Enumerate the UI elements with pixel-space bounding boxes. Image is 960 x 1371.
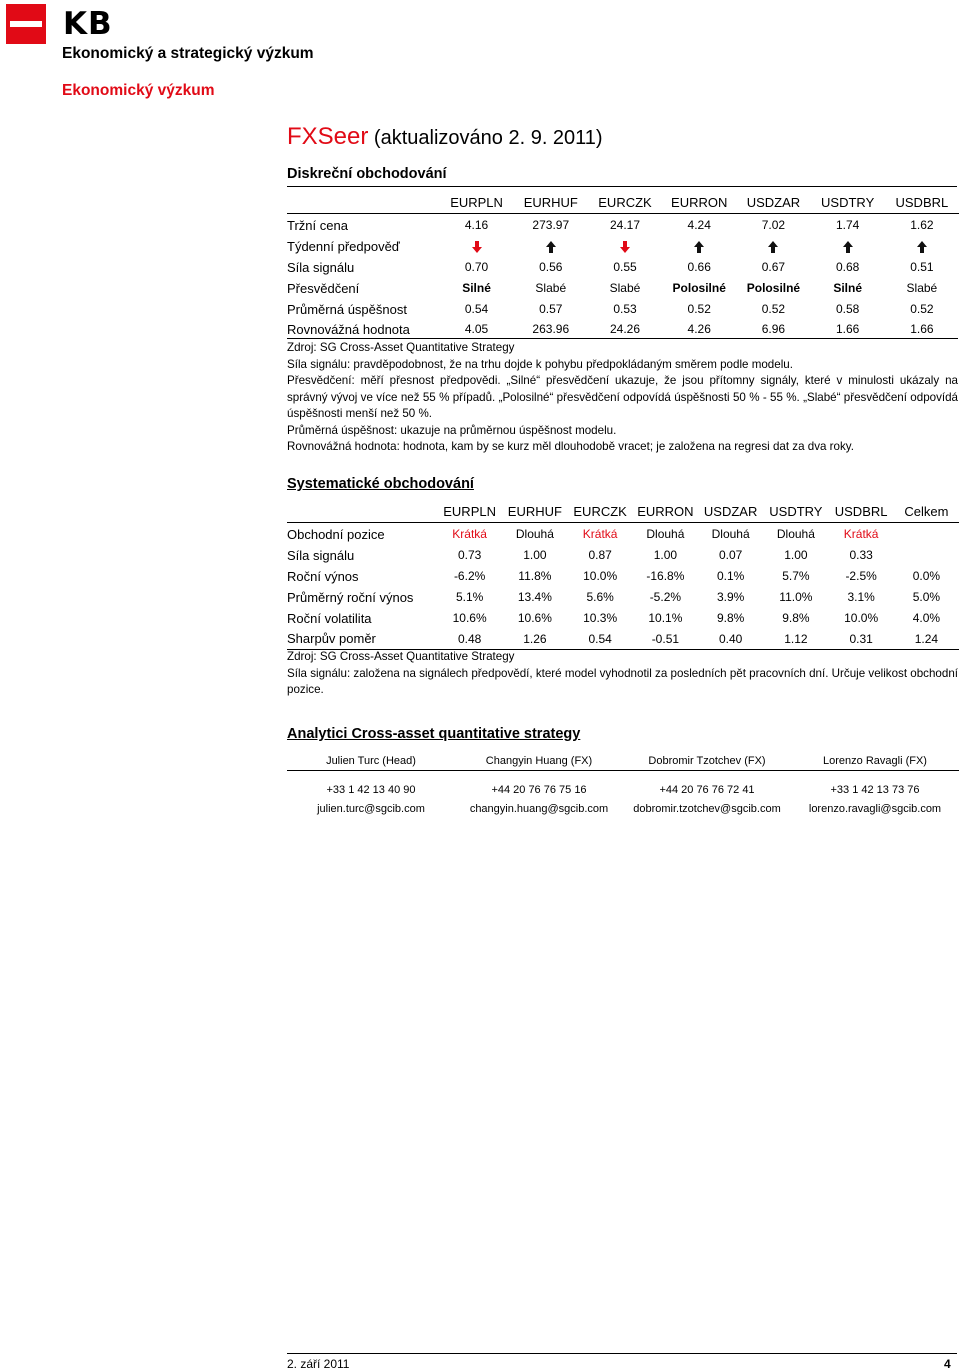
table-cell [439, 236, 513, 257]
table-row [287, 215, 959, 236]
disc-header-corner [287, 192, 439, 213]
table-cell: 4.24 [687, 218, 711, 232]
table-cell: 1.12 [784, 631, 808, 646]
table-cell: 5.6% [586, 590, 614, 604]
table-row [287, 545, 959, 566]
table-cell: -6.2% [453, 569, 486, 583]
table-cell: 0.33 [849, 548, 873, 562]
arrow-up-icon [842, 241, 854, 253]
table-cell: Polosilné [746, 281, 801, 295]
table-row [287, 608, 959, 629]
table-cell [811, 236, 885, 257]
row-label: Roční výnos [287, 568, 359, 584]
table-cell: Dlouhá [776, 527, 815, 541]
analyst-name: Changyin Huang (FX) [485, 754, 593, 767]
table-cell: 3.9% [716, 590, 745, 604]
analysts-table [287, 752, 959, 818]
disc-note-4: Rovnovážná hodnota: hodnota, kam by se kurz měl dlouhodobě vracet; je založena na regresi dat za dva roky. [287, 440, 854, 453]
table-cell [588, 236, 662, 257]
disc-note-3: Průměrná úspěšnost: ukazuje na průměrnou úspěšnost modelu. [287, 423, 617, 437]
table-cell: 10.0% [844, 611, 879, 625]
table-cell: 1.26 [523, 631, 547, 646]
table-cell: 0.52 [910, 302, 934, 316]
sys-col-header: EURHUF [507, 504, 562, 520]
table-cell: 0.55 [613, 260, 637, 274]
arrow-up-icon [545, 241, 557, 253]
table-cell: 4.0% [912, 611, 941, 625]
table-cell [885, 236, 959, 257]
analyst-name: Dobromir Tzotchev (FX) [648, 754, 766, 767]
row-label: Síla signálu [287, 547, 355, 563]
title-brand: FXSeer [287, 123, 369, 150]
table-cell: 24.26 [609, 322, 641, 336]
disc-header-row [287, 192, 959, 213]
disc-col-header: USDBRL [895, 194, 949, 210]
disc-col-header: EURHUF [523, 194, 578, 210]
table-cell: 0.56 [539, 260, 563, 274]
table-cell: 0.58 [835, 302, 860, 316]
disc-col-header: EURPLN [450, 194, 503, 210]
header-line2: Ekonomický výzkum [62, 82, 215, 99]
disc-col-header: USDTRY [821, 194, 875, 210]
sys-source: Zdroj: SG Cross-Asset Quantitative Strategy [287, 650, 515, 663]
table-cell: Silné [833, 281, 862, 295]
table-cell: 9.8% [716, 611, 745, 625]
table-cell: 0.0% [912, 569, 941, 583]
table-cell: 263.96 [532, 322, 570, 336]
table-cell: -0.51 [651, 631, 680, 646]
table-cell: 1.24 [914, 631, 939, 646]
table-cell: Dlouhá [646, 527, 685, 541]
table-cell: 13.4% [517, 590, 552, 604]
table-cell [736, 236, 810, 257]
arrow-down-icon [619, 241, 631, 253]
table-cell: 0.87 [588, 548, 612, 562]
row-label: Tržní cena [287, 217, 348, 233]
table-cell: 5.7% [782, 569, 810, 583]
disc-note-1: Síla signálu: pravděpodobnost, že na trhu dojde k pohybu předpokládaným směrem podle modelu. [287, 357, 793, 371]
table-cell: -16.8% [646, 569, 685, 583]
row-label: Sharpův poměr [287, 631, 376, 647]
table-cell: 1.66 [835, 322, 860, 336]
arrow-up-icon [916, 241, 928, 253]
disc-table-bottom-rule [287, 338, 958, 339]
sys-header-row [287, 502, 959, 522]
table-cell: Krátká [582, 527, 618, 541]
table-cell: 10.3% [583, 611, 618, 625]
arrow-up-icon [767, 241, 779, 253]
disc-notes [287, 340, 958, 456]
table-cell: 11.8% [518, 569, 552, 583]
table-cell: Dlouhá [515, 527, 554, 541]
table-row [287, 236, 959, 257]
table-row [287, 299, 959, 320]
table-cell: 0.40 [718, 631, 743, 646]
table-cell: 273.97 [532, 218, 570, 232]
table-cell: 1.74 [835, 218, 860, 232]
table-row [287, 278, 959, 299]
disc-col-header: USDZAR [746, 194, 801, 210]
table-cell: 10.0% [583, 569, 618, 583]
table-cell: 6.96 [761, 322, 786, 336]
analyst-email[interactable]: lorenzo.ravagli@sgcib.com [808, 802, 942, 815]
table-cell: 1.00 [523, 548, 547, 562]
table-cell: Polosilné [672, 281, 726, 295]
analyst-phone: +33 1 42 13 73 76 [830, 783, 920, 796]
analysts-row-name [287, 752, 959, 770]
table-row [287, 629, 959, 650]
table-cell: Krátká [843, 527, 879, 541]
analyst-phone: +44 20 76 76 75 16 [491, 783, 587, 796]
sys-col-header: EURCZK [573, 504, 627, 520]
table-cell [514, 236, 588, 257]
table-cell: 5.0% [912, 590, 941, 604]
sys-col-header: Celkem [904, 504, 949, 520]
disc-table [287, 192, 959, 339]
analyst-phone: +33 1 42 13 40 90 [326, 783, 416, 796]
table-row [287, 566, 959, 587]
table-row [287, 320, 959, 339]
sys-col-header: USDTRY [769, 504, 823, 520]
table-cell: 4.05 [464, 322, 489, 336]
analysts-row-email [287, 799, 959, 818]
table-cell: 1.62 [910, 218, 934, 232]
footer-date: 2. září 2011 [287, 1357, 350, 1371]
table-cell [662, 236, 736, 257]
sys-table [287, 502, 959, 651]
table-cell: 0.73 [457, 548, 482, 562]
table-cell: 0.51 [910, 260, 934, 274]
table-cell: 0.07 [718, 548, 743, 562]
footer-rule [287, 1353, 957, 1354]
kb-logo-bar [10, 21, 42, 27]
table-cell: 0.52 [761, 302, 786, 316]
page-title [287, 122, 603, 153]
table-cell: 3.1% [847, 590, 875, 604]
arrow-up-icon [693, 241, 705, 253]
analyst-name: Lorenzo Ravagli (FX) [823, 754, 927, 767]
table-cell: 4.26 [687, 322, 711, 336]
sys-col-header: EURRON [637, 504, 694, 520]
table-row [287, 257, 959, 278]
row-label: Přesvědčení [287, 280, 360, 296]
table-cell: 9.8% [782, 611, 810, 625]
table-cell: Dlouhá [711, 527, 750, 541]
sys-header-corner [287, 502, 437, 522]
table-cell: 0.67 [761, 260, 786, 274]
table-cell: 10.1% [648, 611, 683, 625]
sys-col-header: EURPLN [443, 504, 496, 520]
analysts-heading: Analytici Cross-asset quantitative strategy [287, 726, 581, 742]
table-cell: Slabé [906, 281, 938, 295]
table-row [287, 524, 959, 545]
analyst-email[interactable]: changyin.huang@sgcib.com [469, 802, 609, 815]
row-label: Obchodní pozice [287, 526, 385, 542]
sys-col-header: USDZAR [703, 504, 758, 520]
row-label: Rovnovážná hodnota [287, 321, 410, 337]
arrow-down-icon [471, 241, 483, 253]
analyst-email[interactable]: julien.turc@sgcib.com [317, 802, 425, 815]
kb-logo-text: KB [63, 6, 113, 42]
disc-heading: Diskreční obchodování [287, 166, 447, 182]
table-cell: 0.48 [457, 631, 482, 646]
table-cell: -5.2% [649, 590, 682, 604]
table-cell: Krátká [452, 527, 487, 541]
table-cell [894, 545, 959, 566]
table-cell: 5.1% [455, 590, 484, 604]
analyst-name: Julien Turc (Head) [326, 754, 416, 767]
analysts-header-rule [287, 770, 959, 780]
sys-col-header: USDBRL [834, 504, 888, 520]
table-cell: 0.68 [835, 260, 860, 274]
sys-notes [287, 649, 958, 699]
table-cell: 1.00 [784, 548, 808, 562]
disc-col-header: EURCZK [598, 194, 652, 210]
disc-col-header: EURRON [671, 194, 728, 210]
table-cell: 10.6% [452, 611, 487, 625]
table-cell: 4.16 [464, 218, 489, 232]
table-cell: Slabé [535, 281, 567, 295]
table-cell: 0.52 [687, 302, 711, 316]
table-cell: Silné [462, 281, 491, 295]
table-cell: 24.17 [609, 218, 641, 232]
table-cell: 0.54 [464, 302, 489, 316]
table-cell: 1.00 [653, 548, 678, 562]
table-cell: 0.1% [716, 569, 745, 583]
row-label: Týdenní předpověď [287, 238, 400, 254]
table-cell: 0.31 [849, 631, 873, 646]
analysts-row-phone [287, 780, 959, 799]
table-cell: Slabé [609, 281, 641, 295]
disc-note-2: Přesvědčení: měří přesnost předpovědi. „Silné“ přesvědčení ukazuje, že jsou přítomny signály, které v minulosti ukázaly na správný vývoj ve více než 55 % případů. „Polosilné“ přesvědčení odpovídá úspěšnosti 50 % - 55 %. „Slabé“ přesvědčení odpovídá úspěšnosti menší než 50 %. [287, 374, 958, 420]
table-row [287, 587, 959, 608]
table-cell [894, 524, 959, 545]
table-cell: 0.54 [588, 631, 612, 646]
row-label: Průměrná úspěšnost [287, 301, 407, 317]
table-cell: 0.70 [464, 260, 489, 274]
disc-rule [287, 186, 957, 187]
table-cell: 11.0% [779, 590, 813, 604]
row-label: Průměrný roční výnos [287, 589, 414, 605]
row-label: Roční volatilita [287, 610, 372, 626]
analyst-email[interactable]: dobromir.tzotchev@sgcib.com [633, 802, 781, 815]
table-cell: 7.02 [761, 218, 786, 232]
table-cell: -2.5% [845, 569, 877, 583]
header-line1: Ekonomický a strategický výzkum [62, 45, 314, 62]
disc-source: Zdroj: SG Cross-Asset Quantitative Strategy [287, 341, 515, 354]
page-number: 4 [944, 1357, 951, 1371]
sys-heading: Systematické obchodování [287, 476, 474, 492]
table-cell: 0.53 [613, 302, 637, 316]
sys-note: Síla signálu: založena na signálech předpovědí, které model vyhodnotil za posledních pět pracovních dní. Určuje velikost obchodní pozice. [287, 666, 958, 696]
row-label: Síla signálu [287, 259, 355, 275]
table-cell: 0.57 [539, 302, 563, 316]
analyst-phone: +44 20 76 76 72 41 [659, 783, 755, 796]
table-cell: 10.6% [517, 611, 552, 625]
title-date: (aktualizováno 2. 9. 2011) [368, 127, 603, 149]
table-cell: 1.66 [910, 322, 934, 336]
table-cell: 0.66 [687, 260, 711, 274]
